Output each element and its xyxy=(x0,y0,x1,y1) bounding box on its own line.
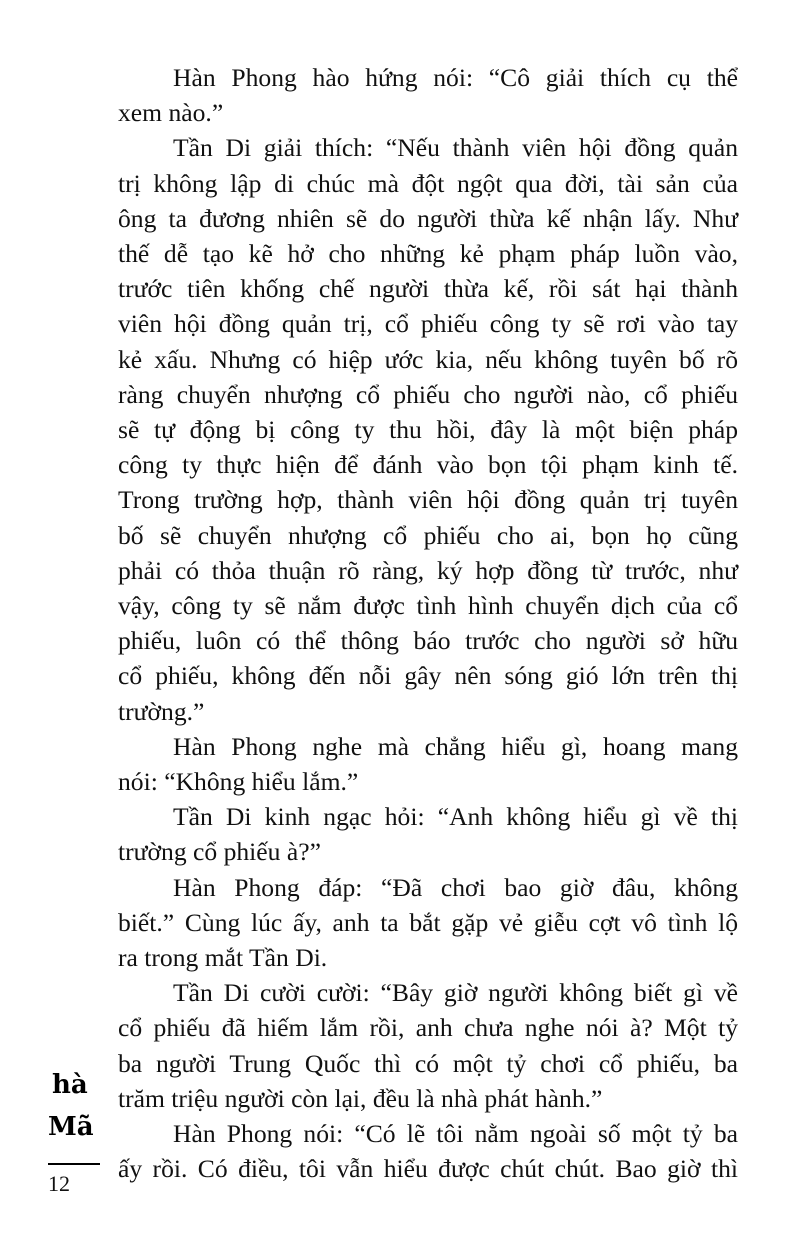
text-line: xem nào.” xyxy=(118,98,224,128)
text-line: Tần Di cười cười: “Bây giờ người không biết gì về xyxy=(173,978,738,1008)
text-line: Hàn Phong nói: “Có lẽ tôi nằm ngoài số một tỷ ba xyxy=(173,1119,738,1149)
logo-text-bottom: Mã xyxy=(48,1112,94,1142)
text-line: vậy, công ty sẽ nắm được tình hình chuyển dịch của cổ xyxy=(118,591,738,621)
text-line: ba người Trung Quốc thì có một tỷ chơi cổ phiếu, ba xyxy=(118,1048,738,1078)
logo-text-top: hà xyxy=(52,1070,88,1100)
text-line: biết.” Cùng lúc ấy, anh ta bắt gặp vẻ giễu cợt vô tình lộ xyxy=(118,907,738,937)
text-line: ông ta đương nhiên sẽ do người thừa kế nhận lấy. Như xyxy=(118,203,738,233)
text-line: kẻ xấu. Nhưng có hiệp ước kia, nếu không tuyên bố rõ xyxy=(118,344,738,374)
text-line: trước tiên khống chế người thừa kế, rồi sát hại thành xyxy=(118,274,738,304)
text-line: thế dễ tạo kẽ hở cho những kẻ phạm pháp luồn vào, xyxy=(118,239,738,269)
text-line: trường cổ phiếu à?” xyxy=(118,837,321,867)
text-line: Hàn Phong đáp: “Đã chơi bao giờ đâu, không xyxy=(173,872,738,902)
text-line: Tần Di giải thích: “Nếu thành viên hội đồng quản xyxy=(173,133,738,163)
text-line: Tần Di kinh ngạc hỏi: “Anh không hiểu gì về thị xyxy=(173,802,738,832)
text-line: cổ phiếu đã hiếm lắm rồi, anh chưa nghe nói à? Một tỷ xyxy=(118,1013,738,1043)
text-line: trị không lập di chúc mà đột ngột qua đời, tài sản của xyxy=(118,168,738,198)
text-line: công ty thực hiện để đánh vào bọn tội phạm kinh tế. xyxy=(118,450,738,480)
page-body-text xyxy=(118,60,738,1187)
text-line: sẽ tự động bị công ty thu hồi, đây là một biện pháp xyxy=(118,415,738,445)
text-line: phiếu, luôn có thể thông báo trước cho người sở hữu xyxy=(118,626,738,656)
text-line: Trong trường hợp, thành viên hội đồng quản trị tuyên xyxy=(118,485,738,515)
text-line: viên hội đồng quản trị, cổ phiếu công ty sẽ rơi vào tay xyxy=(118,309,738,339)
text-line: phải có thỏa thuận rõ ràng, ký hợp đồng từ trước, như xyxy=(118,555,738,585)
text-line: Hàn Phong hào hứng nói: “Cô giải thích cụ thể xyxy=(173,63,738,92)
text-line: Hàn Phong nghe mà chẳng hiểu gì, hoang mang xyxy=(173,731,738,761)
text-line: ấy rồi. Có điều, tôi vẫn hiểu được chút chút. Bao giờ thì xyxy=(118,1154,738,1184)
text-line: ra trong mắt Tần Di. xyxy=(118,943,328,973)
text-line: ràng chuyển nhượng cổ phiếu cho người nào, cổ phiếu xyxy=(118,379,738,409)
page-number: 12 xyxy=(48,1163,100,1197)
text-line: bố sẽ chuyển nhượng cổ phiếu cho ai, bọn họ cũng xyxy=(118,520,738,550)
text-line: cổ phiếu, không đến nỗi gây nên sóng gió lớn trên thị xyxy=(118,661,738,691)
text-line: trường.” xyxy=(118,696,205,726)
text-line: trăm triệu người còn lại, đều là nhà phát hành.” xyxy=(118,1083,603,1113)
text-line: nói: “Không hiểu lắm.” xyxy=(118,767,359,797)
